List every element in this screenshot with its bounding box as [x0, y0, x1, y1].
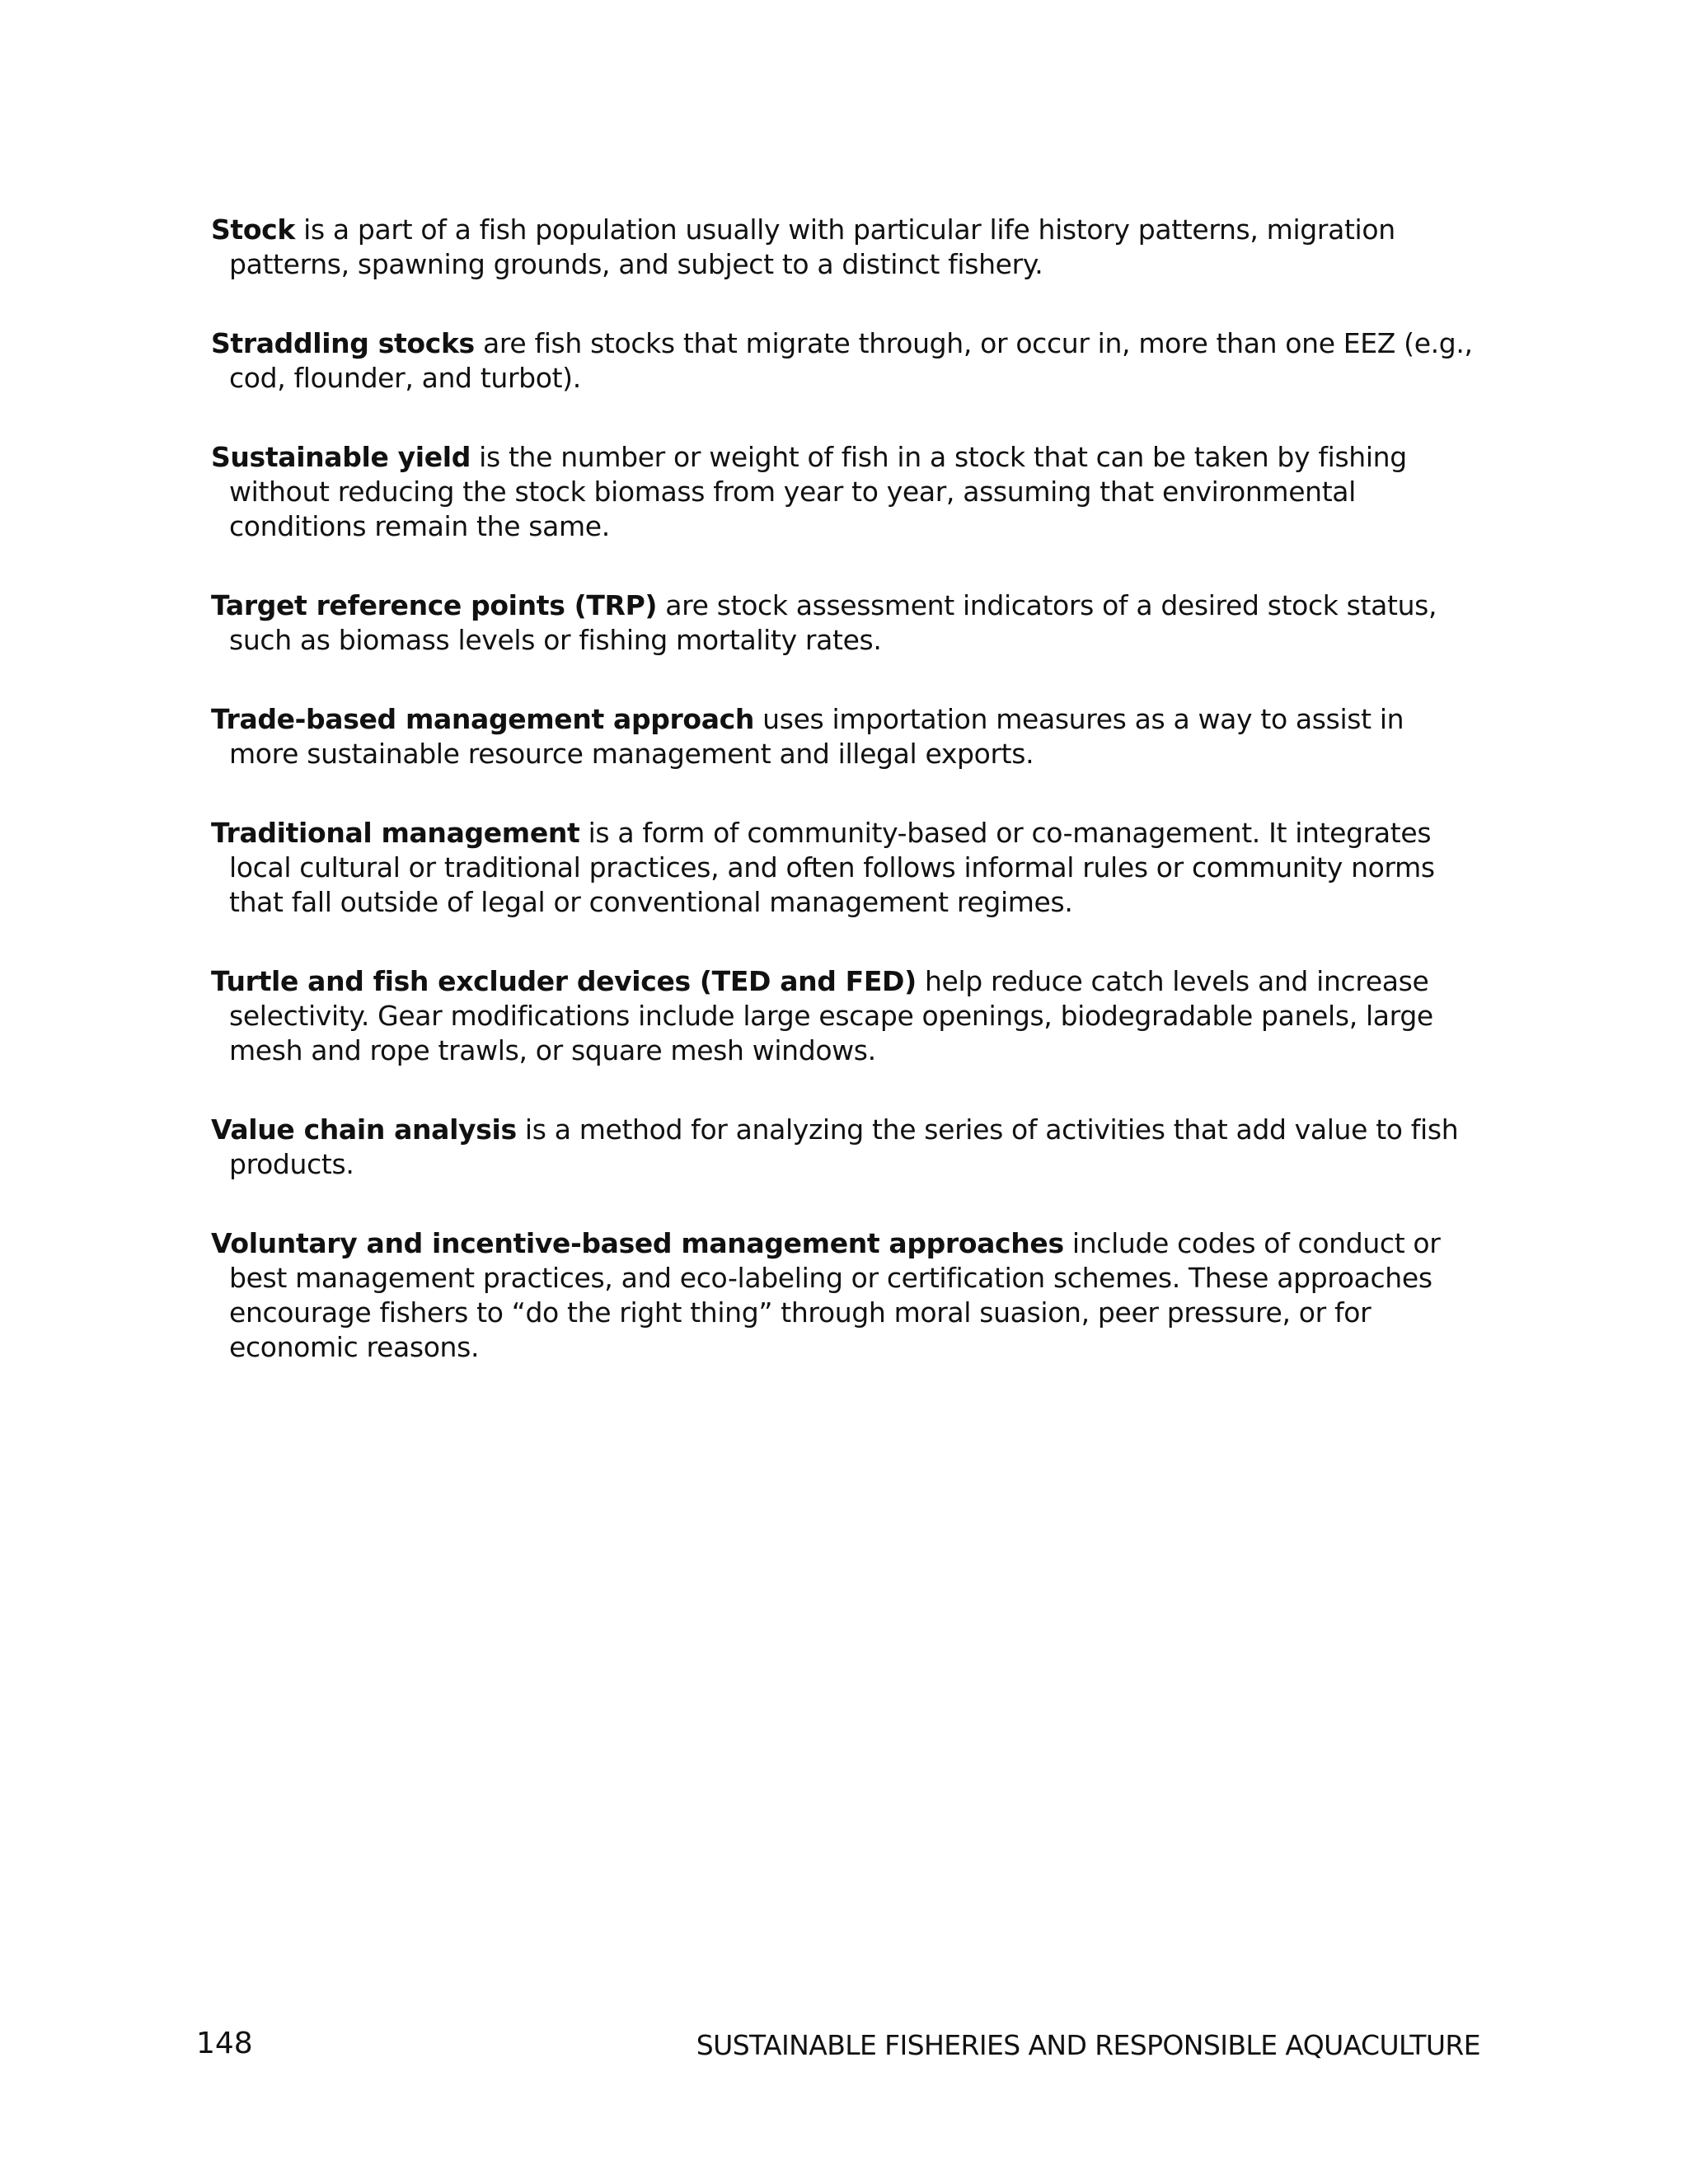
glossary-entry-excluder-devices: [211, 964, 1480, 1068]
glossary-entry-voluntary-approaches: [211, 1226, 1480, 1365]
glossary-term: Sustainable yield: [211, 441, 471, 473]
glossary-entry-trade-based-management: [211, 702, 1480, 771]
glossary-definition: are fish stocks that migrate through, or occur in, more than one EEZ (e.g., cod, flounder, and turbot).: [229, 327, 1473, 394]
glossary-entry-value-chain-analysis: [211, 1113, 1480, 1182]
glossary-entry-straddling-stocks: [211, 326, 1480, 396]
glossary-list: [211, 213, 1480, 1409]
glossary-term: Voluntary and incentive-based management approaches: [211, 1227, 1064, 1259]
glossary-definition: uses importation measures as a way to assist in more sustainable resource management and illegal exports.: [229, 703, 1404, 770]
glossary-definition: include codes of conduct or best management practices, and eco-labeling or certification schemes. These approaches encourage fishers to “do the right thing” through moral suasion, peer pressure, or for economic reasons.: [229, 1227, 1441, 1363]
glossary-term: Value chain analysis: [211, 1113, 517, 1146]
glossary-term: Traditional management: [211, 817, 580, 849]
glossary-entry-target-reference-points: [211, 588, 1480, 658]
glossary-entry-stock: [211, 213, 1480, 282]
glossary-definition: is the number or weight of fish in a stock that can be taken by fishing without reducing the stock biomass from year to year, assuming that environmental conditions remain the same.: [229, 441, 1407, 542]
glossary-definition: is a part of a fish population usually with particular life history patterns, migration patterns, spawning grounds, and subject to a distinct fishery.: [229, 213, 1395, 280]
glossary-definition: are stock assessment indicators of a desired stock status, such as biomass levels or fishing mortality rates.: [229, 589, 1437, 656]
glossary-term: Turtle and fish excluder devices (TED and FED): [211, 965, 917, 997]
running-footer-title: SUSTAINABLE FISHERIES AND RESPONSIBLE AQUACULTURE: [696, 2029, 1480, 2061]
glossary-term: Straddling stocks: [211, 327, 475, 359]
glossary-term: Target reference points (TRP): [211, 589, 658, 621]
glossary-definition: is a method for analyzing the series of activities that add value to fish products.: [229, 1113, 1459, 1180]
glossary-entry-sustainable-yield: [211, 440, 1480, 544]
glossary-entry-traditional-management: [211, 816, 1480, 920]
page-number: 148: [196, 2027, 253, 2060]
glossary-term: Stock: [211, 213, 295, 246]
glossary-definition: is a form of community-based or co-management. It integrates local cultural or traditional practices, and often follows informal rules or community norms that fall outside of legal or conventional management regimes.: [229, 817, 1435, 918]
glossary-term: Trade-based management approach: [211, 703, 755, 735]
glossary-definition: help reduce catch levels and increase selectivity. Gear modifications include large escape openings, biodegradable panels, large mesh and rope trawls, or square mesh windows.: [229, 965, 1433, 1066]
